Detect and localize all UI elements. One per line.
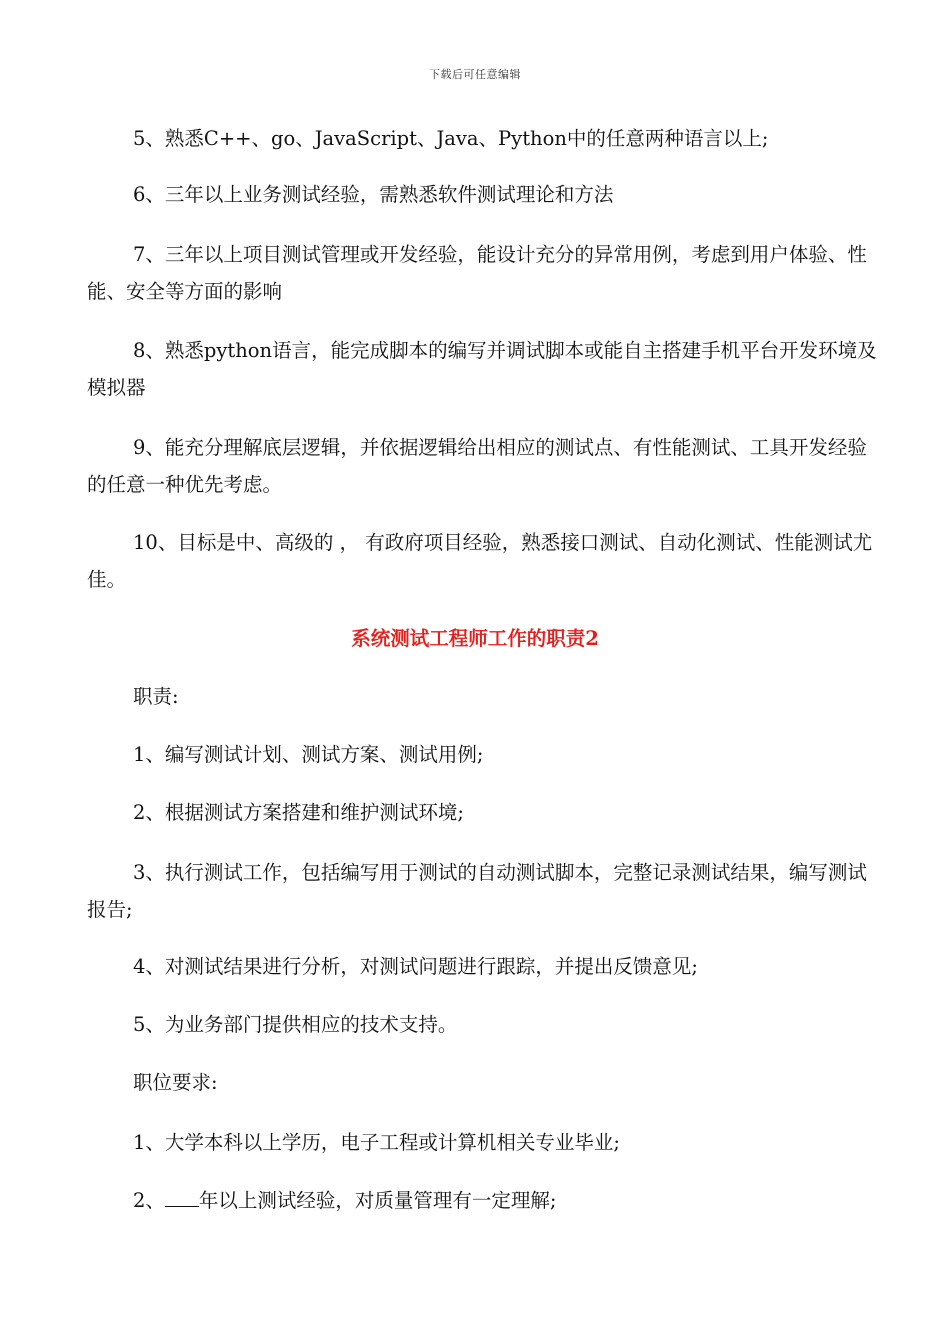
list-item: 2、根据测试方案搭建和维护测试环境;	[133, 801, 464, 824]
list-item: 7、三年以上项目测试管理或开发经验，能设计充分的异常用例，考虑到用户体验、性能、安全等方面的影响	[87, 243, 867, 303]
list-item: 8、熟悉python语言，能完成脚本的编写并调试脚本或能自主搭建手机平台开发环境及模拟器	[87, 339, 877, 399]
header-note: 下载后可任意编辑	[429, 68, 521, 81]
list-item: 5、熟悉C++、go、JavaScript、Java、Python中的任意两种语言以上;	[133, 127, 769, 150]
list-item: 4、对测试结果进行分析，对测试问题进行跟踪，并提出反馈意见;	[133, 955, 698, 978]
req2-suffix: 年以上测试经验，对质量管理有一定理解;	[198, 1189, 557, 1212]
list-item: 9、能充分理解底层逻辑，并依据逻辑给出相应的测试点、有性能测试、工具开发经验的任意一种优先考虑。	[87, 436, 867, 496]
section-title: 系统测试工程师工作的职责2	[351, 627, 599, 650]
list-item: 5、为业务部门提供相应的技术支持。	[133, 1013, 458, 1036]
list-item	[87, 1182, 877, 1219]
list-item: 6、三年以上业务测试经验，需熟悉软件测试理论和方法	[133, 183, 614, 206]
duties-heading: 职责:	[133, 685, 179, 708]
req2-prefix: 2、	[133, 1189, 165, 1212]
list-item: 10、目标是中、高级的 ， 有政府项目经验，熟悉接口测试、自动化测试、性能测试尤佳。	[87, 531, 873, 591]
requirements-heading: 职位要求:	[133, 1071, 218, 1094]
list-item: 1、大学本科以上学历，电子工程或计算机相关专业毕业;	[133, 1131, 620, 1154]
fill-in-blank	[165, 1186, 199, 1207]
list-item: 3、执行测试工作，包括编写用于测试的自动测试脚本，完整记录测试结果，编写测试报告;	[87, 861, 867, 921]
list-item: 1、编写测试计划、测试方案、测试用例;	[133, 743, 484, 766]
